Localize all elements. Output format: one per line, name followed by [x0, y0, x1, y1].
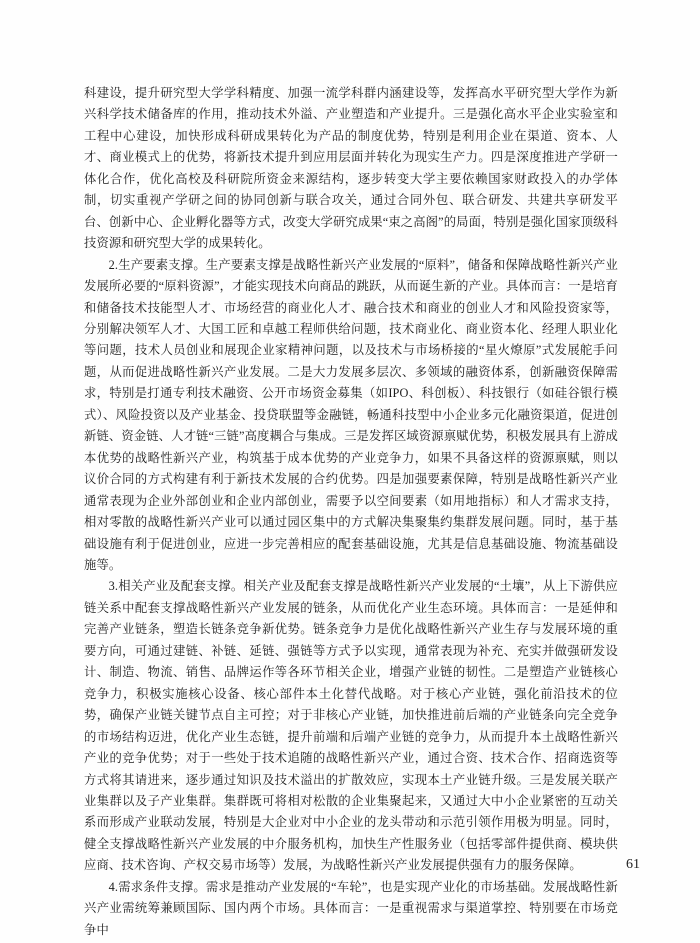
paragraph-demand-conditions: 4.需求条件支撑。需求是推动产业发展的“车轮”，也是实现产业化的市场基础。发展战略性新兴产业需统筹兼顾国际、国内两个市场。具体而言：一是重视需求与渠道掌控、特别要在市场竞争中 — [84, 879, 618, 937]
paragraph-production-factors: 2.生产要素支撑。生产要素支撑是战略性新兴产业发展的“原料”，储备和保障战略性新兴产业发展所必要的“原料资源”，才能实现技术向商品的跳跃，从而诞生新的产业。具体而言：一是培育和储备技术技能型人才、市场经营的商业化人才、融合技术和商业的创业人才和风险投资家等，分别解决领军人才、大国工匠和卓越工程师供给问题，技术商业化、商业资本化、经理人职业化等问题，技术人员创业和展现企业家精神问题，以及技术与市场桥接的“星火燎原”式发展舵手问题，从而促进战略性新兴产业发展。二是大力发展多层次、多领域的融资体系，创新融资保障需求，特别是打通专利技术融资、公开市场资金募集（如IPO、科创板）、科技银行（如硅谷银行模式）、风险投资以及产业基金、投贷联盟等金融链，畅通科技型中小企业多元化融资渠道，促进创新链、资金链、人才链“三链”高度耦合与集成。三是发挥区域资源禀赋优势，积极发展具有上游成本优势的战略性新兴产业，构筑基于成本优势的产业竞争力，如果不具备这样的资源禀赋，则以议价合同的方式构建有利于新技术发展的合约优势。四是加强要素保障，特别是战略性新兴产业通常表现为企业外部创业和企业内部创业，需要予以空间要素（如用地指标）和人才需求支持，相对零散的战略性新兴产业可以通过园区集中的方式解决集聚集约集群发展问题。同时，基于基础设施有利于促进创业，应进一步完善相应的配套基础设施，尤其是信息基础设施、物流基础设施等。 — [84, 257, 618, 572]
paragraph-related-industries: 3.相关产业及配套支撑。相关产业及配套支撑是战略性新兴产业发展的“土壤”，从上下游供应链关系中配套支撑战略性新兴产业发展的链条，从而优化产业生态环境。具体而言：一是延伸和完善产业链条，塑造长链条竞争新优势。链条竞争力是优化战略性新兴产业生存与发展环境的重要方向，可通过建链、补链、延链、强链等方式予以实现，通常表现为补充、充实并做强研发设计、制造、物流、销售、品牌运作等各环节相关企业，增强产业链的韧性。二是塑造产业链核心竞争力，积极实施核心设备、核心部件本土化替代战略。对于核心产业链，强化前沿技术的位势，确保产业链关键节点自主可控；对于非核心产业链，加快推进前后端的产业链条向完全竞争的市场结构迈进，优化产业生态链，提升前端和后端产业链的竞争力，从而提升本土战略性新兴产业的竞争优势；对于一些处于技术追随的战略性新兴产业，通过合资、技术合作、招商选资等方式将其请进来，逐步通过知识及技术溢出的扩散效应，实现本土产业链升级。三是发展关联产业集群以及子产业集群。集群既可将相对松散的企业集聚起来，又通过大中小企业紧密的互动关系而形成产业联动发展，特别是大企业对中小企业的龙头带动和示范引领作用极为明显。同时，健全支撑战略性新兴产业发展的中介服务机构，加快生产性服务业（包括零部件提供商、模块供应商、技术咨询、产权交易市场等）发展，为战略性新兴产业发展提供强有力的服务保障。 — [84, 579, 618, 873]
paragraph-continuation: 科建设，提升研究型大学学科精度、加强一流学科群内涵建设等，发挥高水平研究型大学作为新兴科学技术储备库的作用，推动技术外溢、产业塑造和产业提升。三是强化高水平企业实验室和工程中心建设，加快形成科研成果转化为产品的制度优势，特别是利用企业在渠道、资本、人才、商业模式上的优势，将新技术提升到应用层面并转化为现实生产力。四是深度推进产学研一体化合作，优化高校及科研院所资金来源结构，逐步转变大学主要依赖国家财政投入的办学体制，切实重视产学研之间的协同创新与联合攻关，通过合同外包、联合研发、共建共享研发平台、创新中心、企业孵化器等方式，改变大学研究成果“束之高阁”的局面，特别是强化国家顶级科技资源和研究型大学的成果转化。 — [84, 86, 618, 251]
page-number: 61 — [626, 857, 640, 872]
text-block — [84, 83, 618, 941]
